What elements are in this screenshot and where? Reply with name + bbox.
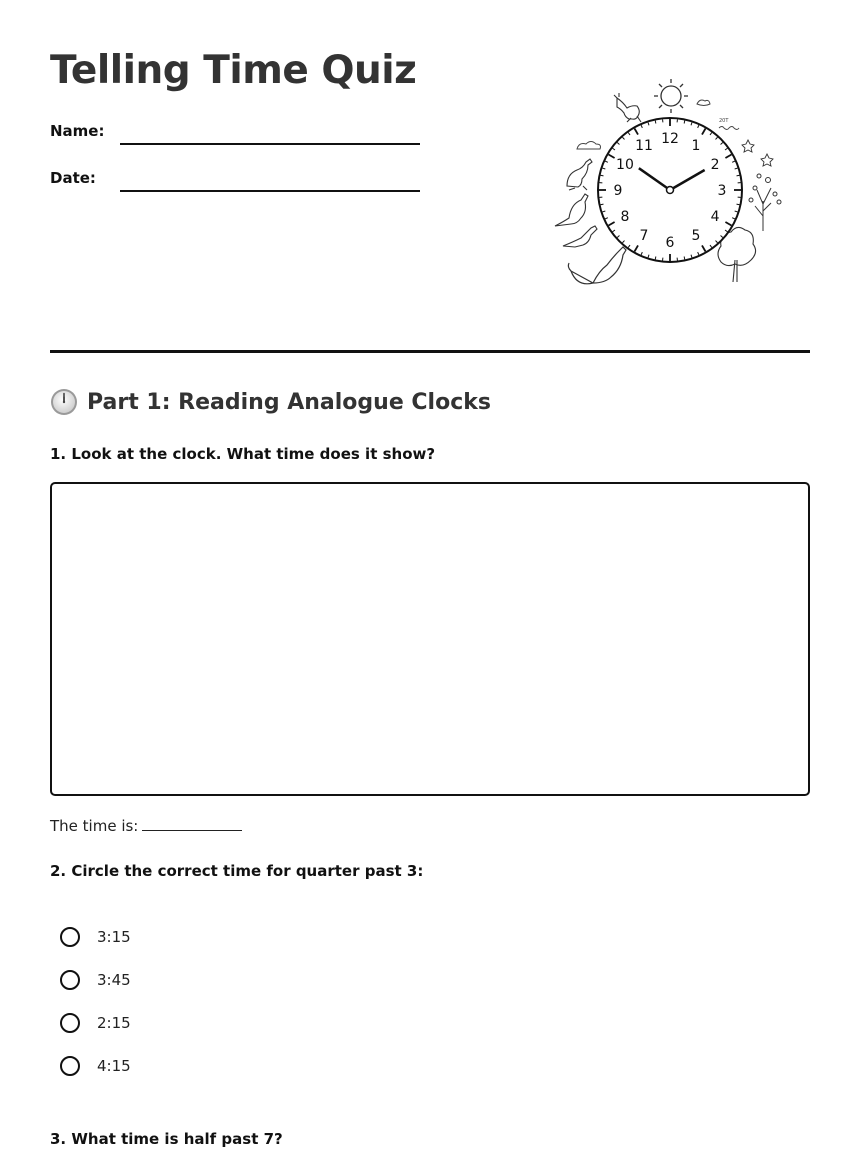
kangaroo-icon [555,194,588,226]
clock-tick [684,121,685,124]
clock-number: 9 [613,183,623,199]
part1-title [50,388,491,416]
name-field[interactable] [120,143,420,145]
clock-number: 12 [661,131,679,147]
kangaroo-icon [563,226,597,247]
star-icon [742,140,754,152]
clock-number: 8 [620,209,630,225]
cloud-icon [697,100,710,106]
quiz-title: Telling Time Quiz [50,48,417,93]
part1-title-text: Part 1: Reading Analogue Clocks [87,389,491,415]
answer-blank[interactable] [142,816,242,831]
option-4-15[interactable] [60,1056,131,1076]
clock-number: 7 [639,228,649,245]
question-1: 1. Look at the clock. What time does it show? [50,445,436,463]
date-label: Date: [50,169,96,187]
clock-number: 2 [710,157,720,173]
clock-tick [655,121,656,124]
clock-number: 11 [635,137,653,154]
clock-tick [737,175,740,176]
option-3-15[interactable] [60,927,131,947]
question-3: 3. What time is half past 7? [50,1130,283,1148]
option-label: 2:15 [97,1014,131,1032]
radio-circle[interactable] [60,1056,80,1076]
clock-illustration [545,76,795,296]
clock-number: 4 [710,209,720,225]
clock-tick [655,257,656,260]
sun-icon [654,79,688,113]
clock-icon [50,388,78,416]
clock-tick [684,257,685,260]
radio-circle[interactable] [60,1013,80,1033]
date-field[interactable] [120,190,420,192]
clock-number: 1 [691,137,701,154]
answer-line-q1 [50,816,242,835]
tree-icon [749,174,781,231]
kangaroo-icon [568,247,626,284]
cloud-icon [577,142,601,150]
clock-tick [601,204,604,205]
clock-answer-box [50,482,810,796]
option-label: 4:15 [97,1057,131,1075]
clock-face [598,118,742,262]
kangaroo-icon [614,93,641,122]
option-2-15[interactable] [60,1013,131,1033]
clock-number: 6 [665,235,675,251]
section-divider [50,350,810,353]
clock-tick [601,175,604,176]
clock-tick [737,204,740,205]
name-label: Name: [50,122,105,140]
option-3-45[interactable] [60,970,131,990]
clock-number: 3 [717,183,727,199]
clock-number: 10 [616,157,634,173]
kangaroo-icon [567,159,592,190]
clock-number: 5 [691,228,701,245]
option-label: 3:15 [97,928,131,946]
radio-circle[interactable] [60,970,80,990]
option-label: 3:45 [97,971,131,989]
question-2: 2. Circle the correct time for quarter past 3: [50,862,424,880]
answer-prefix: The time is: [50,817,139,835]
star-icon [761,154,773,166]
radio-circle[interactable] [60,927,80,947]
svg-text:20T: 20T [719,118,729,124]
